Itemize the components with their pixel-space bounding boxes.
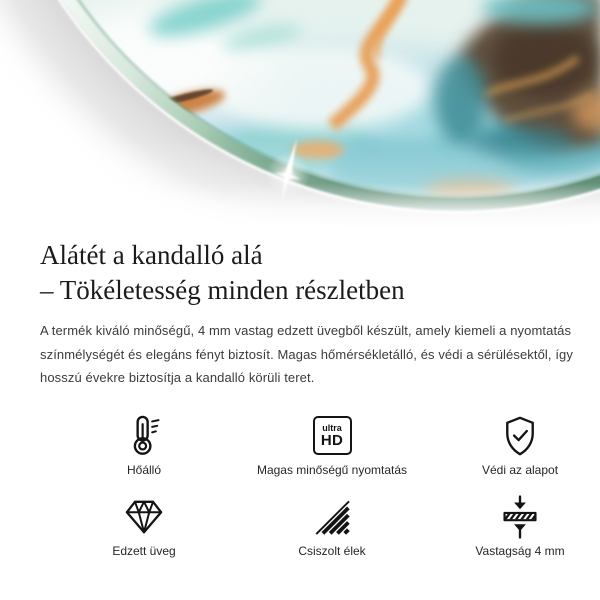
feature-heat-resistant (50, 414, 238, 477)
ultra-hd-icon-text-top: ultra (322, 422, 342, 433)
description-line: színmélységét és elegáns fényt biztosít. Magas hőmérsékletálló, és védi a sérülésektől, így (40, 346, 573, 362)
description-line: A termék kiváló minőségű, 4 mm vastag edzett üvegből készült, amely kiemeli a nyomtatás (40, 323, 572, 338)
product-description-section (0, 238, 600, 558)
feature-protects-base (426, 414, 600, 477)
feature-ultra-hd-print (238, 414, 426, 477)
shield-check-icon (500, 415, 540, 457)
page-title (40, 238, 560, 308)
product-description (40, 319, 573, 390)
thermometer-icon (124, 414, 164, 458)
feature-label: Védi az alapot (481, 462, 559, 477)
product-photo (0, 0, 600, 232)
feature-label: Edzett üveg (112, 543, 176, 558)
product-photo-art (0, 0, 600, 232)
ultra-hd-icon-text-bottom: HD (320, 431, 344, 449)
feature-thickness (426, 495, 600, 558)
feature-polished-edges (238, 495, 426, 558)
feature-label: Magas minőségű nyomtatás (256, 462, 408, 477)
feature-label: Vastagság 4 mm (475, 543, 565, 558)
features-grid (50, 414, 565, 558)
feature-tempered-glass (50, 495, 238, 558)
page-title-line2: – Tökéletesség minden részletben (40, 275, 405, 305)
page-title-line1: Alátét a kandalló alá (40, 240, 263, 270)
feature-label: Hőálló (126, 462, 162, 477)
diamond-icon (123, 498, 165, 536)
thickness-icon (500, 495, 540, 539)
description-line: hosszú évekre biztosítja a kandalló körüli teret. (40, 370, 315, 385)
ultra-hd-icon (313, 416, 352, 455)
polished-edge-icon (312, 497, 352, 537)
feature-label: Csiszolt élek (298, 543, 366, 558)
